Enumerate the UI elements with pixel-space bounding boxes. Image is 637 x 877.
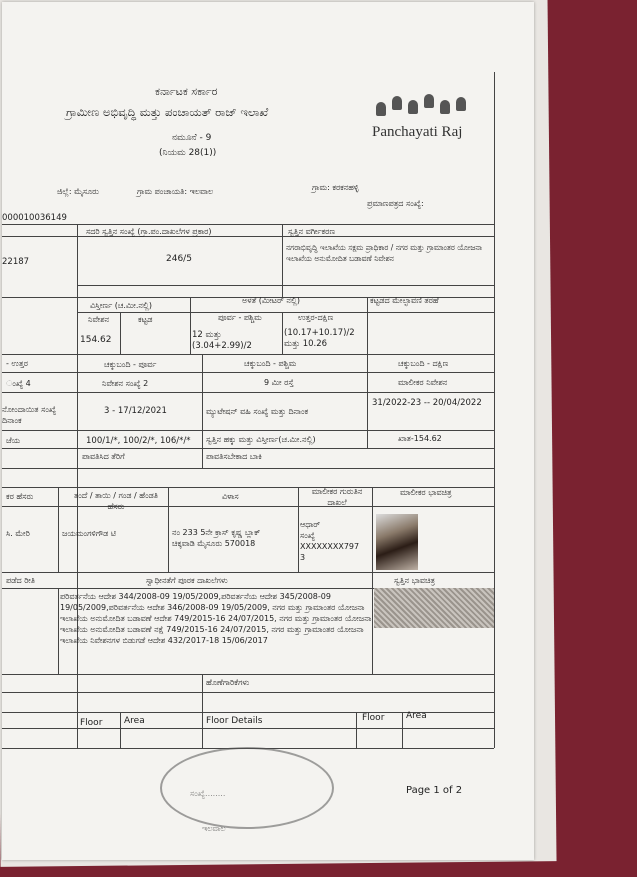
row-line — [2, 224, 494, 225]
east-west-value: 12 ಮತ್ತು (3.04+2.99)/2 — [192, 330, 252, 351]
owner-name: ಸಿ. ಮೇರಿ — [6, 529, 30, 538]
owner-id-number: ಆಧಾರ್ ಸಂಖ್ಯೆ XXXXXXXX797 3 — [300, 520, 360, 562]
floor-header-2: Floor — [362, 713, 385, 723]
col-line — [282, 224, 283, 297]
logo-figure-icon — [456, 97, 466, 111]
page-number: Page 1 of 2 — [406, 785, 463, 796]
east-boundary-value: ನಿವೇಶನ ಸಂಖ್ಯೆ 2 — [102, 379, 149, 388]
area-header-1: Area — [124, 716, 145, 726]
seal-number-line: ಸಂಖ್ಯೆ........ — [190, 789, 226, 798]
mutation-value: 31/2022-23 -- 20/04/2022 — [372, 398, 482, 408]
north-south-header: ಉತ್ತರ-ದಕ್ಷಿಣ — [298, 313, 334, 322]
col-line — [202, 674, 203, 712]
col-line — [190, 297, 191, 354]
row-line — [77, 285, 494, 286]
site-area-value: 154.62 — [80, 335, 112, 345]
ownership-extent-label: ಸ್ವತ್ತಿನ ಹಕ್ಕು ಮತ್ತು ವಿಸ್ತೀರ್ಣ(ಚ.ಮೀ.ನಲ್ಲಿ) — [206, 435, 316, 444]
ownership-extent-value: ಖಾತ-154.62 — [398, 434, 442, 443]
property-photo-header: ಸ್ವತ್ತಿನ ಭಾವಚಿತ್ರ — [394, 576, 435, 585]
logo-figure-icon — [424, 94, 434, 108]
mutation-label: ಮ್ಯುಟೇಷನ್ ವಹಿ ಸಂಖ್ಯೆ ಮತ್ತು ದಿನಾಂಕ — [206, 407, 309, 416]
area-header-2: Area — [406, 711, 427, 721]
seal-place-text: ಇಲವಾಲ — [202, 824, 226, 833]
row-line — [77, 312, 494, 313]
right-border — [494, 72, 495, 748]
left-number: 22187 — [2, 257, 30, 267]
documents-header: ಸ್ವಾಧೀನತೆಗೆ ಪೂರಕ ದಾಖಲೆಗಳು — [146, 576, 228, 585]
row-line — [2, 236, 494, 237]
property-photo — [374, 588, 494, 628]
north-south-value: (10.17+10.17)/2 ಮತ್ತು 10.26 — [284, 328, 355, 349]
liabilities-label: ಹೊಣೆಗಾರಿಕೆಗಳು — [206, 678, 250, 687]
gov-title: ಕರ್ನಾಟಕ ಸರ್ಕಾರ — [155, 85, 218, 98]
row-line — [2, 468, 494, 469]
floor-header-1: Floor — [80, 718, 103, 728]
extent-header: ವಿಸ್ತೀರ್ಣ (ಚ.ಮೀ.ನಲ್ಲಿ) — [90, 301, 152, 310]
row-line — [2, 354, 494, 355]
col-line — [168, 487, 169, 572]
roof-type-header: ಕಟ್ಟಡದ ಮೇಲ್ಛಾವಣಿ ತರಹೆ — [370, 296, 439, 305]
logo-figure-icon — [376, 102, 386, 116]
dimensions-header: ಅಳತೆ (ಮೀಟರ್ ನಲ್ಲಿ) — [242, 296, 300, 305]
owner-relation: ಜಯಮಂಗಳಿಗೌಡ ಟಿ — [62, 529, 116, 538]
dept-title: ಗ್ರಾಮೀಣ ಅಭಿವೃದ್ಧಿ ಮತ್ತು ಪಂಚಾಯತ್ ರಾಜ್ ಇಲಾಖೆ — [66, 105, 269, 119]
row-line — [2, 430, 494, 431]
col-line — [402, 712, 403, 748]
logo-text: Panchayati Raj — [372, 124, 463, 140]
owner-id-header: ಮಾಲೀಕರ ಗುರುತಿನ ದಾಖಲೆ — [311, 487, 363, 507]
building-header: ಕಟ್ಟಡ — [138, 315, 153, 324]
col-line — [367, 354, 368, 430]
col-line — [58, 487, 59, 572]
tax-due-label: ಪಾವತಿಸಬೇಕಾದ ಬಾಕಿ — [206, 452, 262, 461]
owner-address: ನಂ 233 5ನೇ ಕ್ರಾಸ್ ಕೃಷ್ಣ ಬ್ಲಾಕ್ ಚಿಕ್ಕವಾಡಿ ಮೈಸೂರು 570018 — [172, 528, 261, 548]
north-boundary-value: ಂಖ್ಯೆ 4 — [6, 379, 31, 388]
owner-photo-header: ಮಾಲೀಕರ ಭಾವಚಿತ್ರ — [400, 488, 452, 497]
col-line — [120, 312, 121, 354]
col-line — [298, 487, 299, 572]
col-line — [372, 487, 373, 572]
row-line — [2, 392, 494, 393]
owner-photo — [376, 514, 418, 570]
property-class-text: ನಗರಾಭಿವೃದ್ಧಿ ಇಲಾಖೆಯ ಸಕ್ಷಮ ಪ್ರಾಧಿಕಾರ / ನಗರ ಮತ್ತು ಗ್ರಾಮಾಂತರ ಯೋಜನಾ ಇಲಾಖೆಯ ಅನುಮೋದಿತ ಬಡಾವಣೆ ನಿವೇಶನ — [286, 243, 483, 263]
logo-figure-icon — [440, 100, 450, 114]
col-line — [202, 430, 203, 468]
col-line — [202, 354, 203, 430]
col-line — [58, 588, 59, 674]
west-boundary-label: ಚಕ್ಕುಬಂದಿ - ಪಶ್ಚಿಮ — [244, 359, 297, 368]
north-boundary-label: - ಉತ್ತರ — [6, 359, 28, 368]
col-line — [202, 712, 203, 748]
floor-details-header: Floor Details — [206, 716, 263, 726]
col-line — [356, 712, 357, 748]
col-line — [372, 572, 373, 674]
logo-figure-icon — [392, 96, 402, 110]
tax-paid-label: ಪಾವತಿಸಿದ ತೆರಿಗೆ — [82, 452, 125, 461]
east-boundary-label: ಚಕ್ಕುಬಂದಿ - ಪೂರ್ವ — [104, 360, 157, 369]
east-west-header: ಪೂರ್ವ - ಪಶ್ಚಿಮ — [218, 313, 262, 322]
panchayat-seal — [160, 747, 334, 829]
document-page — [2, 2, 534, 860]
documents-text: ಪರಿವರ್ತನೆಯ ಆದೇಶ 344/2008-09 19/05/2009,ಪರಿವರ್ತನೆಯ ಆದೇಶ 345/2008-09 19/05/2009,ಪರಿವರ್ತನೆಯ ಆದೇಶ 346/2008-09 19/05/2009, ನಗರ ಮತ್ತು ಗ್ರಾಮಾಂತರ ಯೋಜನಾ ಇಲಾಖೆಯ ಅನುಮೋದಿತ ಬಡಾವಣೆ ಆದೇಶ 749/2015-16 24/07/2015, ನಗರ ಮತ್ತು ಗ್ರಾಮಾಂತರ ಯೋಜನಾ ಇಲಾಖೆಯ ಅನುಮೋದಿತ ಬಡಾವಣೆ ನಕ್ಷೆ 749/2015-16 24/07/2015, ನಗರ ಮತ್ತು ಗ್ರಾಮಾಂತರ ಯೋಜನಾ ಇಲಾಖೆಯ ನಿವೇಶನಗಳ ಬಿಡುಗಡೆ ಆದೇಶ 432/2017-18 15/06/2017 — [60, 592, 372, 645]
row-line — [2, 372, 494, 373]
acquisition-method-label: ಪಡೆದ ರೀತಿ — [6, 576, 36, 585]
col-line — [367, 430, 368, 448]
logo-figure-icon — [408, 100, 418, 114]
property-number: 246/5 — [166, 254, 192, 264]
row-line — [2, 692, 494, 693]
south-boundary-label: ಚಕ್ಕುಬಂದಿ - ದಕ್ಷಿಣ — [398, 359, 449, 368]
owner-address-header: ವಿಳಾಸ — [222, 492, 239, 501]
row-line — [2, 448, 494, 449]
registration-value: 3 - 17/12/2021 — [104, 406, 167, 416]
certificate-number-label: ಪ್ರಮಾಣಪತ್ರದ ಸಂಖ್ಯೆ: — [367, 199, 424, 208]
panchayati-raj-logo — [372, 94, 482, 149]
property-class-header: ಸ್ವತ್ತಿನ ವರ್ಗೀಕರಣ — [288, 227, 336, 236]
owner-relation-header: ತಂದೆ / ತಾಯಿ / ಗಂಡ / ಹೆಂಡತಿ ಹೆಸರು — [74, 491, 158, 511]
district-label: ಜಿಲ್ಲೆ: ಮೈಸೂರು — [57, 187, 99, 196]
survey-left-label: ಜೆಯ — [6, 436, 21, 445]
west-boundary-value: 9 ಮೀ ರಸ್ತೆ — [264, 378, 294, 387]
id-number: 000010036149 — [2, 213, 67, 223]
row-line — [2, 572, 494, 573]
form-number: ನಮೂನೆ - 9 — [172, 133, 212, 143]
registration-label: ನೋಂದಾಯಿತ ಸಂಖ್ಯೆ ದಿನಾಂಕ — [2, 405, 57, 425]
rule-number: (ನಿಯಮ 28(1)) — [159, 148, 217, 158]
col-line — [282, 312, 283, 354]
row-line — [2, 674, 494, 675]
property-number-header: ಸದರಿ ಸ್ವತ್ತಿನ ಸಂಖ್ಯೆ (ಗ್ರಾ.ಪಂ.ದಾಖಲೆಗಳ ಪ್ರಕಾರ) — [86, 227, 212, 236]
col-line — [77, 224, 78, 748]
village-label: ಗ್ರಾಮ: ಕರಕನಹಳ್ಳಿ — [312, 183, 359, 192]
gram-panchayat-label: ಗ್ರಾಮ ಪಂಚಾಯತಿ: ಇಲವಾಲ — [137, 187, 214, 196]
owner-name-header: ಕರ ಹೆಸರು — [6, 492, 34, 501]
col-line — [120, 712, 121, 748]
site-header: ನಿವೇಶನ — [88, 315, 110, 324]
row-line — [2, 728, 494, 729]
survey-numbers: 100/1/*, 100/2/*, 106/*/* — [86, 436, 191, 446]
south-boundary-value: ಮಾಲೀಕರ ನಿವೇಶನ — [398, 378, 448, 387]
